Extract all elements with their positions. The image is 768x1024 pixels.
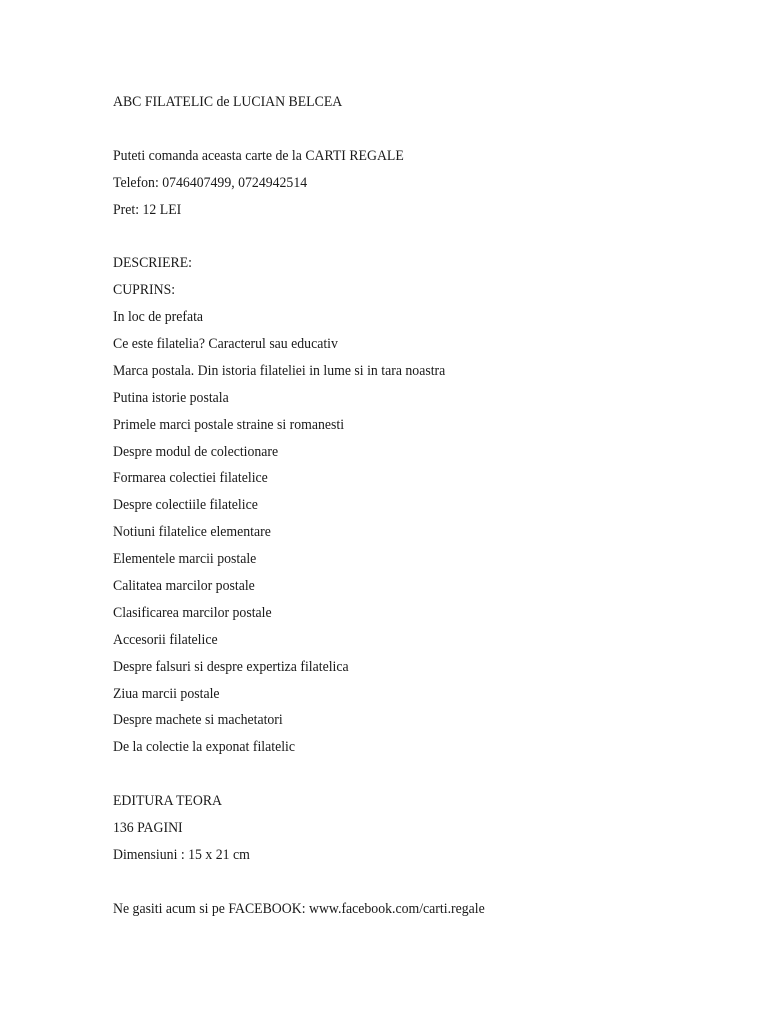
contents-item: Despre colectiile filatelice xyxy=(113,497,258,514)
contents-item: Elementele marcii postale xyxy=(113,551,257,568)
contents-item: De la colectie la exponat filatelic xyxy=(113,739,295,756)
phone-line: Telefon: 0746407499, 0724942514 xyxy=(113,174,308,191)
spacer xyxy=(113,761,713,788)
spacer xyxy=(113,223,713,250)
contents-item: Accesorii filatelice xyxy=(113,631,218,648)
contents-item: Putina istorie postala xyxy=(113,389,229,406)
document-title: ABC FILATELIC de LUCIAN BELCEA xyxy=(113,94,343,110)
publisher-name: EDITURA TEORA xyxy=(113,793,223,810)
contents-item: Formarea colectiei filatelice xyxy=(113,470,268,487)
page-count: 136 PAGINI xyxy=(113,820,183,837)
contents-item: Despre modul de colectionare xyxy=(113,443,279,460)
document-page xyxy=(113,89,713,923)
contents-item: Calitatea marcilor postale xyxy=(113,578,255,595)
contents-item: Notiuni filatelice elementare xyxy=(113,524,271,541)
price-line: Pret: 12 LEI xyxy=(113,201,182,218)
spacer xyxy=(113,116,713,143)
spacer xyxy=(113,869,713,896)
contents-item: Despre falsuri si despre expertiza filatelica xyxy=(113,658,349,675)
order-line: Puteti comanda aceasta carte de la CARTI REGALE xyxy=(113,147,404,164)
contents-item: Marca postala. Din istoria filateliei in lume si in tara noastra xyxy=(113,362,446,379)
contents-item: Primele marci postale straine si romanesti xyxy=(113,416,345,433)
contents-item: Ce este filatelia? Caracterul sau educativ xyxy=(113,336,338,353)
contents-item: Despre machete si machetatori xyxy=(113,712,283,729)
facebook-line: Ne gasiti acum si pe FACEBOOK: www.facebook.com/carti.regale xyxy=(113,900,485,917)
book-dimensions: Dimensiuni : 15 x 21 cm xyxy=(113,846,250,863)
description-label: DESCRIERE: xyxy=(113,255,192,272)
contents-label: CUPRINS: xyxy=(113,282,176,299)
contents-item: Clasificarea marcilor postale xyxy=(113,604,272,621)
contents-item: In loc de prefata xyxy=(113,309,204,326)
contents-item: Ziua marcii postale xyxy=(113,685,220,702)
contents-list xyxy=(113,304,713,761)
